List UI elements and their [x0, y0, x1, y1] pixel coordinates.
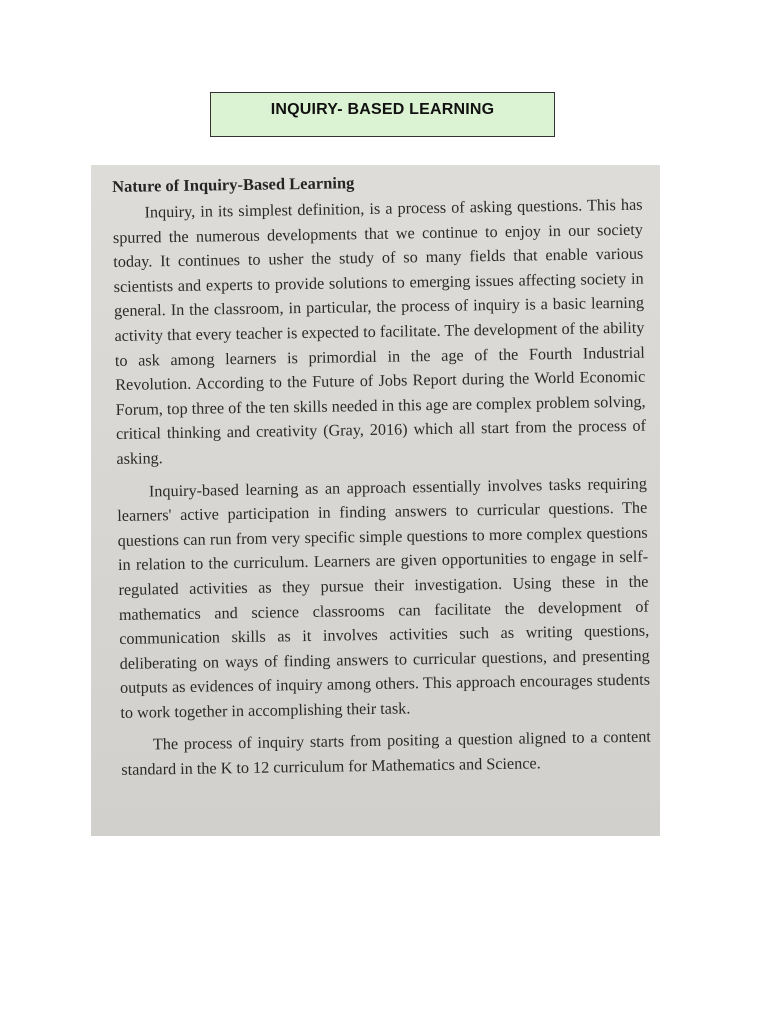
- page-title: INQUIRY- BASED LEARNING: [270, 101, 495, 118]
- title-box: [210, 92, 555, 137]
- paragraph-1: Inquiry, in its simplest definition, is a process of asking questions. This has spurred the numerous developments that we continue to enjoy in our society today. It continues to usher the study of so many fields that enable various scientists and experts to provide solutions to emerging issues affecting society in general. In the classroom, in particular, the process of inquiry is a basic learning activity that every teacher is expected to facilitate. The development of the ability to ask among learners is primordial in the age of the Fourth Industrial Revolution. According to the Future of Jobs Report during the World Economic Forum, top three of the ten skills needed in this age are complex problem solving, critical thinking and creativity (Gray, 2016) which all start from the process of asking.: [112, 195, 647, 468]
- document-photo: [91, 165, 660, 836]
- paragraph-2: Inquiry-based learning as an approach essentially involves tasks requiring learners' active participation in finding answers to curricular questions. The questions can run from very specific simple questions to more complex questions in relation to the curriculum. Learners are given opportunities to engage in self-regulated activities as they pursue their investigation. Using these in the mathematics and science classrooms can facilitate the development of communication skills as it involves activities such as writing questions, deliberating on ways of finding answers to curricular questions, and presenting outputs as evidences of inquiry among others. This approach encourages students to work together in accomplishing their task.: [117, 474, 651, 722]
- paragraph-3: The process of inquiry starts from positing a question aligned to a content standard in the K to 12 curriculum for Mathematics and Science.: [121, 728, 652, 779]
- section-heading: Nature of Inquiry-Based Learning: [112, 173, 355, 196]
- book-page: [112, 169, 652, 791]
